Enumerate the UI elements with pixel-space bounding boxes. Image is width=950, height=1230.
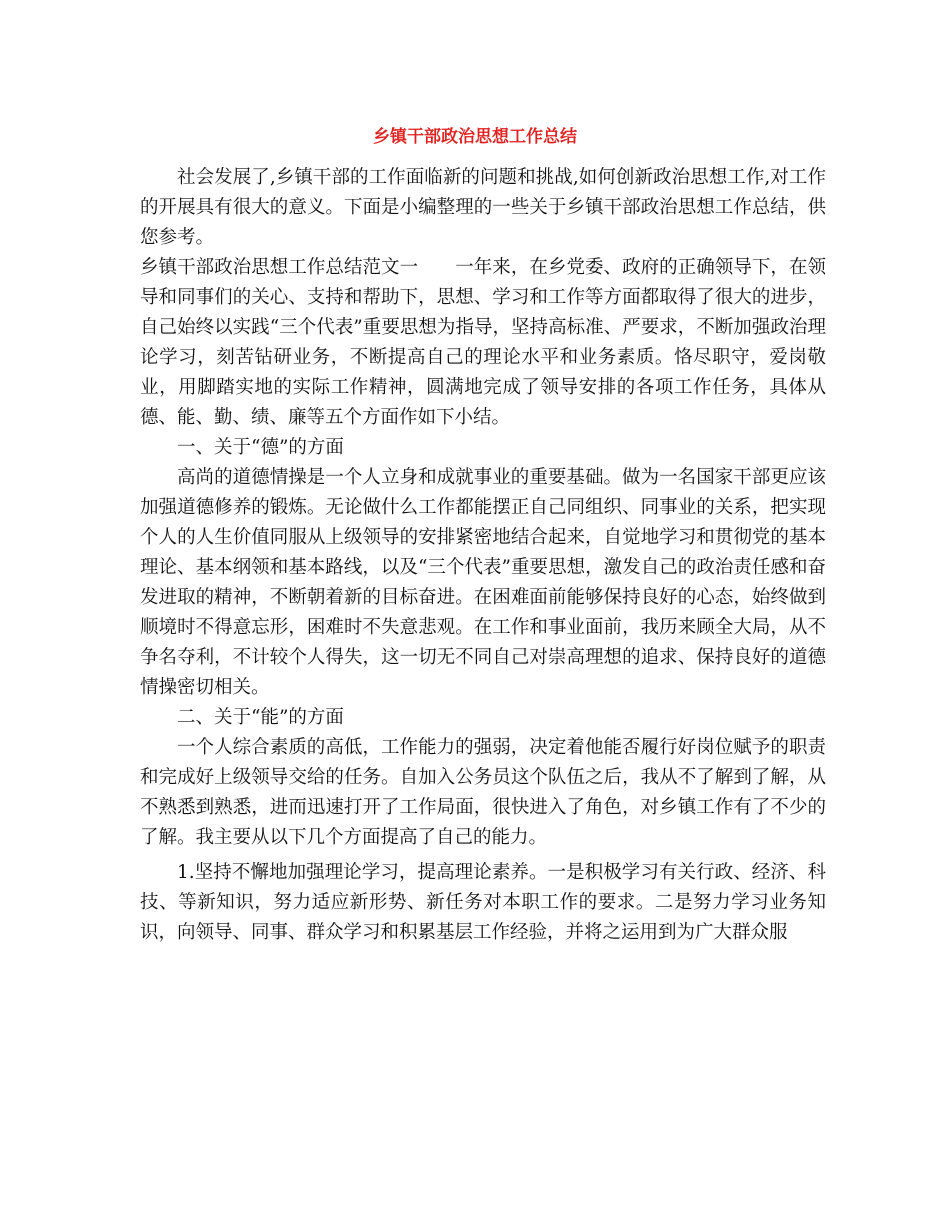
document-body	[140, 163, 826, 948]
document-title: 乡镇干部政治思想工作总结	[373, 127, 577, 147]
section-heading-de: 一、关于“德”的方面	[177, 437, 344, 458]
paragraph-neng: 一个人综合素质的高低，工作能力的强弱，决定着他能否履行好岗位赋予的职责和完成好上级领导交给的任务。自加入公务员这个队伍之后，我从不了解到了解，从不熟悉到熟悉，进而迅速打开了工作局面，很快进入了角色，对乡镇工作有了不少的了解。我主要从以下几个方面提高了自己的能力。	[140, 737, 826, 848]
paragraph-item-1: 1.坚持不懈地加强理论学习，提高理论素养。一是积极学习有关行政、经济、科技、等新知识，努力适应新形势、新任务对本职工作的要求。二是努力学习业务知识，向领导、同事、群众学习和积累基层工作经验，并将之运用到为广大群众服	[140, 862, 826, 943]
paragraph-intro: 社会发展了,乡镇干部的工作面临新的问题和挑战,如何创新政治思想工作,对工作的开展具有很大的意义。下面是小编整理的一些关于乡镇干部政治思想工作总结，供您参考。	[140, 167, 826, 248]
section-heading-neng: 二、关于“能”的方面	[177, 707, 344, 728]
paragraph-de: 高尚的道德情操是一个人立身和成就事业的重要基础。做为一名国家干部更应该加强道德修养的锻炼。无论做什么工作都能摆正自己同组织、同事业的关系，把实现个人的人生价值同服从上级领导的安排紧密地结合起来，自觉地学习和贯彻党的基本理论、基本纲领和基本路线，以及“三个代表”重要思想，激发自己的政治责任感和奋发进取的精神，不断朝着新的目标奋进。在困难面前能够保持良好的心态，始终做到顺境时不得意忘形，困难时不失意悲观。在工作和事业面前，我历来顾全大局，从不争名夺利，不计较个人得失，这一切无不同自己对崇高理想的追求、保持良好的道德情操密切相关。	[140, 467, 826, 698]
paragraph-sample-one: 乡镇干部政治思想工作总结范文一 一年来，在乡党委、政府的正确领导下，在领导和同事们的关心、支持和帮助下，思想、学习和工作等方面都取得了很大的进步，自己始终以实践“三个代表”重要思想为指导，坚持高标准、严要求，不断加强政治理论学习，刻苦钻研业务，不断提高自己的理论水平和业务素质。恪尽职守，爱岗敬业，用脚踏实地的实际工作精神，圆满地完成了领导安排的各项工作任务，具体从德、能、勤、绩、廉等五个方面作如下小结。	[140, 257, 826, 428]
